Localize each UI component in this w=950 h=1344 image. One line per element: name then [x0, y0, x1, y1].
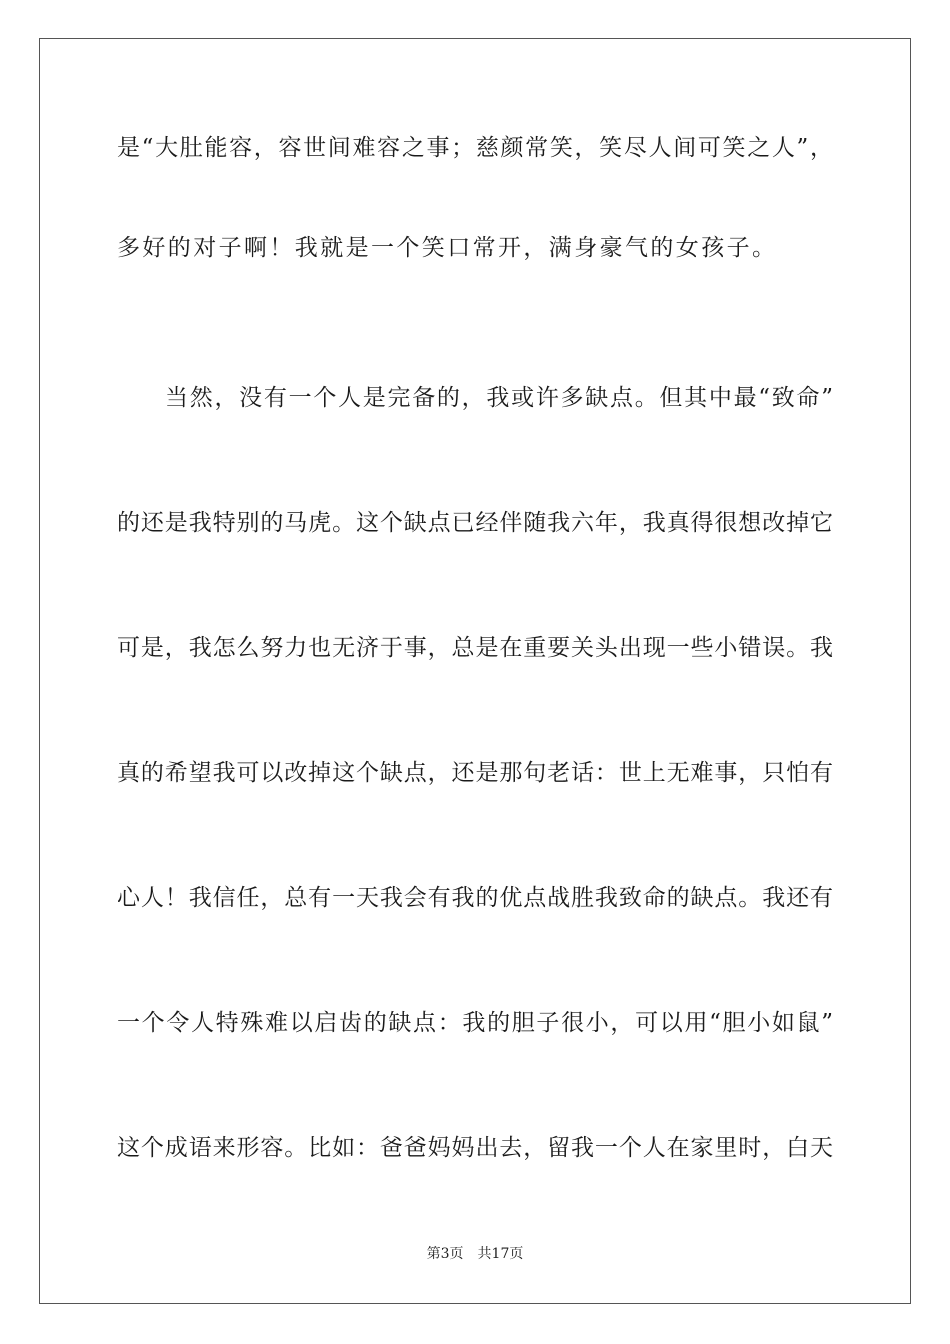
page-border	[39, 38, 911, 1304]
text-line-8: 一个令人特殊难以启齿的缺点：我的胆子很小，可以用“胆小如鼠”	[117, 1010, 833, 1036]
text-line-1: 是“大肚能容，容世间难容之事；慈颜常笑，笑尽人间可笑之人”，	[117, 135, 833, 161]
text-line-3: 当然，没有一个人是完备的，我或许多缺点。但其中最“致命”	[165, 385, 833, 411]
text-line-6: 真的希望我可以改掉这个缺点，还是那句老话：世上无难事，只怕有	[117, 760, 833, 786]
text-line-2: 多好的对子啊！我就是一个笑口常开，满身豪气的女孩子。	[117, 235, 778, 261]
text-line-4: 的还是我特别的马虎。这个缺点已经伴随我六年，我真得很想改掉它	[117, 510, 833, 536]
text-line-7: 心人！我信任，总有一天我会有我的优点战胜我致命的缺点。我还有	[117, 885, 833, 911]
text-line-5: 可是，我怎么努力也无济于事，总是在重要关头出现一些小错误。我	[117, 635, 833, 661]
text-line-9: 这个成语来形容。比如：爸爸妈妈出去，留我一个人在家里时，白天	[117, 1135, 833, 1161]
page-number: 第3页	[426, 1246, 464, 1262]
page-total: 共17页	[477, 1246, 524, 1262]
page-footer	[0, 1245, 950, 1263]
